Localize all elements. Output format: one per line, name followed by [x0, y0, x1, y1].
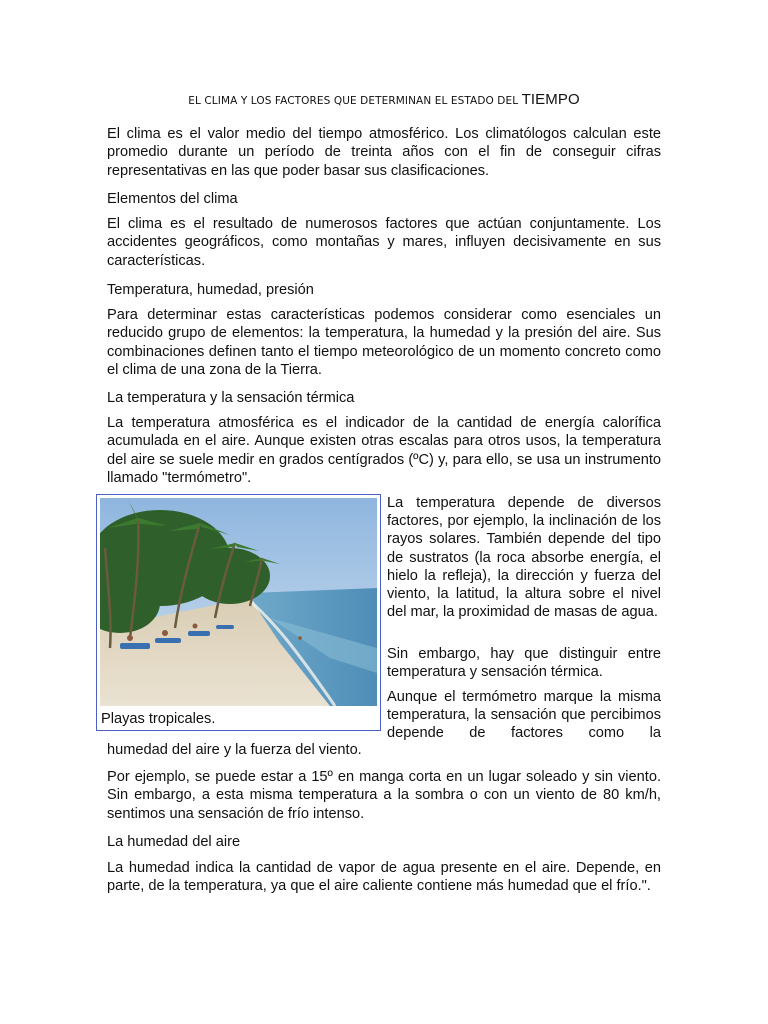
- figure-caption: Playas tropicales.: [101, 711, 216, 727]
- paragraph-temperatura-humedad: Para determinar estas características podemos considerar como esenciales un reducido grupo de elementos: la temperatura, la humedad y la presión del aire. Sus combinaciones definen tanto el tiempo meteorológico de un momento concreto como el clima de una zona de la Tierra.: [107, 307, 661, 379]
- heading-elementos: Elementos del clima: [107, 191, 238, 207]
- figure-frame: [96, 494, 381, 731]
- side-paragraph-factores: La temperatura depende de diversos factores, por ejemplo, la inclinación de los rayos solares. También depende del tipo de sustratos (la roca absorbe energía, el hielo la refleja), la dirección y fuerza del viento, la latitud, la altura sobre el nivel del mar, la proximidad de masas de agua.: [387, 495, 661, 621]
- side-paragraph-distinguir: Sin embargo, hay que distinguir entre temperatura y sensación térmica.: [387, 646, 661, 681]
- paragraph-humedad: La humedad indica la cantidad de vapor de agua presente en el aire. Depende, en parte, de la temperatura, ya que el aire caliente contiene más humedad que el frío.".: [107, 860, 661, 895]
- heading-humedad: La humedad del aire: [107, 834, 241, 850]
- intro-paragraph: El clima es el valor medio del tiempo atmosférico. Los climatólogos calculan este promedio durante un período de treinta años con el fin de conseguir cifras representativas en las que poder basar sus clasificaciones.: [107, 126, 661, 179]
- paragraph-continuation: humedad del aire y la fuerza del viento.: [107, 742, 362, 758]
- heading-sensacion-termica: La temperatura y la sensación térmica: [107, 390, 355, 406]
- heading-temperatura-humedad: Temperatura, humedad, presión: [107, 282, 314, 298]
- beach-photo: [100, 498, 377, 706]
- paragraph-sensacion-termica: La temperatura atmosférica es el indicador de la cantidad de energía calorífica acumulada en el aire. Aunque existen otras escalas para otros usos, la temperatura del aire se suele medir en grados centígrados (ºC) y, para ello, se usa un instrumento llamado "termómetro".: [107, 415, 661, 487]
- title-big-word: TIEMPO: [521, 91, 580, 108]
- document-title: [107, 91, 661, 108]
- paragraph-elementos: El clima es el resultado de numerosos factores que actúan conjuntamente. Los accidentes geográficos, como montañas y mares, influyen decisivamente en sus características.: [107, 216, 661, 269]
- side-paragraph-termometro: Aunque el termómetro marque la misma temperatura, la sensación que percibimos depende de factores como la: [387, 689, 661, 742]
- title-small-caps: EL CLIMA Y LOS FACTORES QUE DETERMINAN EL ESTADO DEL: [188, 95, 519, 107]
- paragraph-ejemplo: Por ejemplo, se puede estar a 15º en manga corta en un lugar soleado y sin viento. Sin embargo, a esta misma temperatura a la sombra o con un viento de 80 km/h, sentimos una sensación de frío intenso.: [107, 769, 661, 822]
